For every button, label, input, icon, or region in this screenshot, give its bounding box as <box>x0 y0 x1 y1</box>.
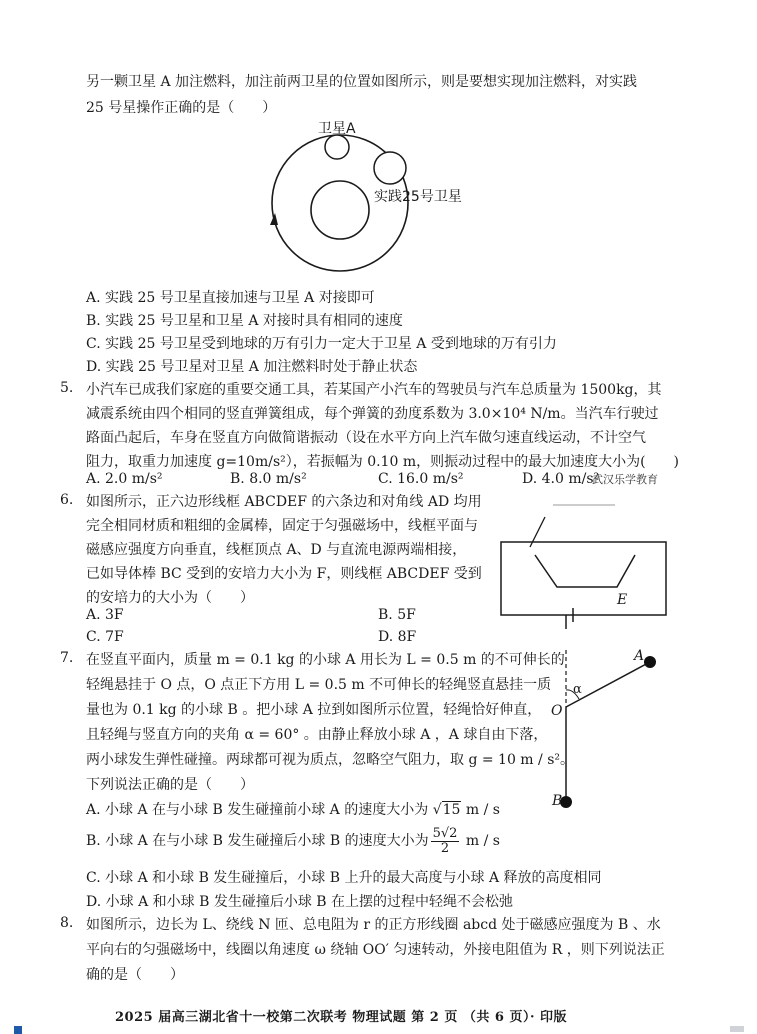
q7-option-c: C. 小球 A 和小球 B 发生碰撞后，小球 B 上升的最大高度与小球 A 释放的高度相同 <box>86 870 602 886</box>
q6-line-3: 磁感应强度方向垂直，线框顶点 A、D 与直流电源两端相接， <box>86 542 467 558</box>
q7-option-b-text: B. 小球 A 在与小球 B 发生碰撞后小球 B 的速度大小为 <box>86 833 429 849</box>
hexagon-partial <box>535 555 635 587</box>
watermark: 武汉乐学教育 <box>592 473 658 486</box>
q6-line-1: 如图所示，正六边形线框 ABCDEF 的六条边和对角线 AD 均用 <box>86 494 482 510</box>
fraction-numerator: 5√2 <box>432 825 458 841</box>
fraction <box>431 827 460 856</box>
label-satellite-a: 卫星A <box>318 121 356 137</box>
fraction-denominator: 2 <box>440 840 450 856</box>
label-alpha: α <box>573 682 582 697</box>
pendulum-figure <box>540 645 670 815</box>
sqrt-expression: √15 <box>432 802 461 818</box>
q4-option-a: A. 实践 25 号卫星直接加速与卫星 A 对接即可 <box>86 290 375 306</box>
q5-line-3: 路面凸起后，车身在竖直方向做简谐振动（设在水平方向上汽车做匀速直线运动，不计空气 <box>86 430 646 446</box>
q7-line-5: 两小球发生弹性碰撞。两球都可视为质点，忽略空气阻力，取 g = 10 m / s²。 <box>86 752 574 768</box>
q8-line-1: 如图所示，边长为 L、绕线 N 匝、总电阻为 r 的正方形线圈 abcd 处于磁感应强度为 B 、水 <box>86 917 661 933</box>
q7-number: 7. <box>60 650 74 666</box>
q5-option-c: C. 16.0 m/s² <box>378 471 464 487</box>
q6-option-b: B. 5F <box>378 607 416 623</box>
label-a: A <box>634 648 645 664</box>
q4-option-b: B. 实践 25 号卫星和卫星 A 对接时具有相同的速度 <box>86 313 403 329</box>
corner-mark <box>14 1026 22 1034</box>
satellite-shijian25 <box>374 152 406 184</box>
sqrt-radicand: 15 <box>442 802 461 818</box>
orbit-direction-arrow <box>270 213 278 225</box>
q6-line-4: 已如导体棒 BC 受到的安培力大小为 F，则线框 ABCDEF 受到 <box>86 566 482 582</box>
q7-line-2: 轻绳悬挂于 O 点，O 点正下方用 L = 0.5 m 不可伸长的轻绳竖直悬挂一质 <box>86 677 552 693</box>
q7-line-3: 量也为 0.1 kg 的小球 B 。把小球 A 拉到如图所示位置，轻绳恰好伸直， <box>86 702 542 718</box>
q7-option-d: D. 小球 A 和小球 B 发生碰撞后小球 B 在上摆的过程中轻绳不会松弛 <box>86 894 514 910</box>
label-e: E <box>617 592 628 608</box>
q8-line-2: 平向右的匀强磁场中，线圈以角速度 ω 绕轴 OO′ 匀速转动，外接电阻值为 R ，则下列说法正 <box>86 942 665 958</box>
circuit-frame <box>501 542 666 615</box>
q7-option-a <box>86 800 500 820</box>
q5-line-2: 减震系统由四个相同的竖直弹簧组成，每个弹簧的劲度系数为 3.0×10⁴ N/m。当汽车行驶过 <box>86 406 659 422</box>
ball-a <box>644 656 656 668</box>
q7-line-6: 下列说法正确的是（ ） <box>86 777 254 793</box>
q5-option-d: D. 4.0 m/s² <box>522 471 600 487</box>
q4-stem-line-1: 另一颗卫星 A 加注燃料，加注前两卫星的位置如图所示，则是要想实现加注燃料，对实践 <box>86 74 638 90</box>
label-shijian25: 实践25号卫星 <box>374 189 462 205</box>
page-footer: 2025 届高三湖北省十一校第二次联考 物理试题 第 2 页 （共 6 页）· 印版 <box>115 1010 568 1025</box>
q6-number: 6. <box>60 492 74 508</box>
q4-stem-line-2: 25 号星操作正确的是（ ） <box>86 100 277 116</box>
label-b: B <box>552 793 563 809</box>
q5-line-1: 小汽车已成我们家庭的重要交通工具，若某国产小汽车的驾驶员与汽车总质量为 1500kg，其 <box>86 382 662 398</box>
label-o: O <box>551 703 563 719</box>
q5-option-a: A. 2.0 m/s² <box>86 471 163 487</box>
q8-line-3: 确的是（ ） <box>86 967 184 983</box>
satellite-a <box>325 135 349 159</box>
corner-mark-right <box>730 1026 744 1032</box>
earth <box>311 181 369 239</box>
q7-option-a-text: A. 小球 A 在与小球 B 发生碰撞前小球 A 的速度大小为 <box>86 802 429 818</box>
q5-number: 5. <box>60 380 74 396</box>
q6-option-d: D. 8F <box>378 629 417 645</box>
q6-line-2: 完全相同材质和粗细的金属棒，固定于匀强磁场中，线框平面与 <box>86 518 478 534</box>
q8-number: 8. <box>60 915 74 931</box>
q6-option-a: A. 3F <box>86 607 124 623</box>
q4-option-d: D. 实践 25 号卫星对卫星 A 加注燃料时处于静止状态 <box>86 359 418 375</box>
q7-option-a-unit: m / s <box>465 802 500 818</box>
q7-line-4: 且轻绳与竖直方向的夹角 α = 60° 。由静止释放小球 A ，A 球自由下落， <box>86 727 548 743</box>
q7-line-1: 在竖直平面内，质量 m = 0.1 kg 的小球 A 用长为 L = 0.5 m 的不可伸长的 <box>86 652 565 668</box>
q6-line-5: 的安培力的大小为（ ） <box>86 590 254 606</box>
q7-option-b <box>86 826 500 856</box>
q7-option-b-unit: m / s <box>465 833 500 849</box>
q5-option-b: B. 8.0 m/s² <box>230 471 307 487</box>
q6-option-c: C. 7F <box>86 629 124 645</box>
q5-line-4: 阻力，取重力加速度 g=10m/s²），若振幅为 0.10 m，则振动过程中的最大加速度大小为( ) <box>86 454 680 470</box>
q4-option-c: C. 实践 25 号卫星受到地球的万有引力一定大于卫星 A 受到地球的万有引力 <box>86 336 557 352</box>
hexagon-circuit-figure <box>495 495 675 635</box>
